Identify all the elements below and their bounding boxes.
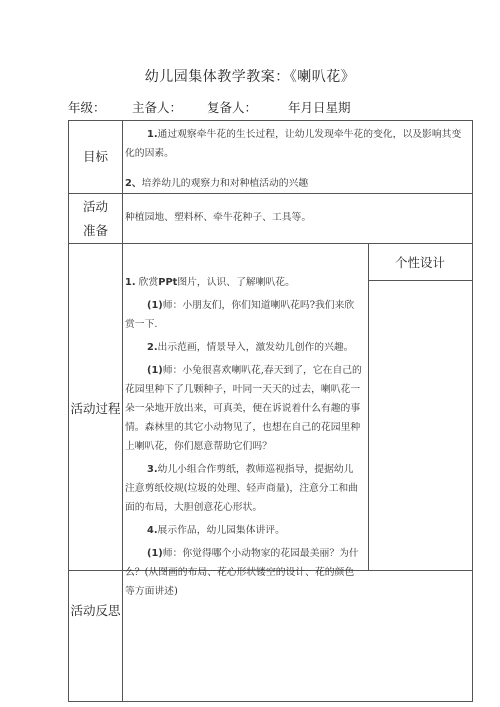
grade-label: 年级： <box>68 100 106 115</box>
goal-label: 目标 <box>82 149 108 164</box>
label-column-divider <box>122 121 123 701</box>
goal-content <box>125 125 465 193</box>
goal-item-2: 2、培养幼儿的观察力和对种植活动的兴趣 <box>125 178 309 189</box>
lesson-plan-table <box>68 120 473 702</box>
reflection-label: 活动反思 <box>70 603 121 618</box>
process-step-3: 3.幼儿小组合作剪纸，教师巡视指导，提据幼儿注意剪纸佼规(垃圾的处理、轻声商量)，注意分工和曲面的布局，大胆创意花心形状。 <box>125 464 358 513</box>
process-step-2: 2.出示范画，情景导入，激发幼儿创作的兴趣。 <box>147 342 354 353</box>
goal-item-1: 1.通过观察牵牛花的生长过程，让幼儿发现牵牛花的变化，以及影响其变化的因素。 <box>125 129 462 159</box>
prep-label: 活动 准备 <box>82 199 108 238</box>
process-step-2-1: (1)师：小兔很喜欢喇叭花,春天到了，它在自己的花园里种下了几颗种子，叶同一天天的过去，喇叭花一朵一朵地开放出来，可真美，便在诉说着什么有趣的事情。森林里的其它小动物见了，也想在自己的花园里种上喇叭花，你们愿意帮助它们吗？ <box>125 365 362 452</box>
page-title: 幼儿园集体教学教案：《喇叭花》 <box>144 69 356 85</box>
process-step-1-1: (1)师：小朋友们，你们知道喇叭花吗?我们来欣赏一下. <box>125 300 355 330</box>
preparer-label: 主备人： <box>132 100 183 115</box>
date-label: 年月日星期 <box>288 100 351 115</box>
process-step-4: 4.展示作品，幼儿园集体讲评。 <box>147 525 285 536</box>
row-divider <box>69 193 472 194</box>
process-content <box>125 273 363 601</box>
co-preparer-label: 复备人： <box>207 100 258 115</box>
row-divider <box>69 243 472 244</box>
side-header-divider <box>368 280 472 281</box>
process-step-1: 1. 欣赏PPt图片，认识、了解喇叭花。 <box>125 277 295 288</box>
process-label: 活动过程 <box>70 401 121 416</box>
side-column-divider <box>368 243 369 570</box>
prep-content: 种植园地、塑料杯、牵牛花种子、工具等。 <box>125 212 312 223</box>
process-step-4-1: (1)师：你觉得哪个小动物家的花园最美丽？为什么？(从图画的布局、花心形状镂空的设计、花的颜色等方面讲述) <box>125 548 359 597</box>
personal-design-header: 个性设计 <box>394 255 445 270</box>
